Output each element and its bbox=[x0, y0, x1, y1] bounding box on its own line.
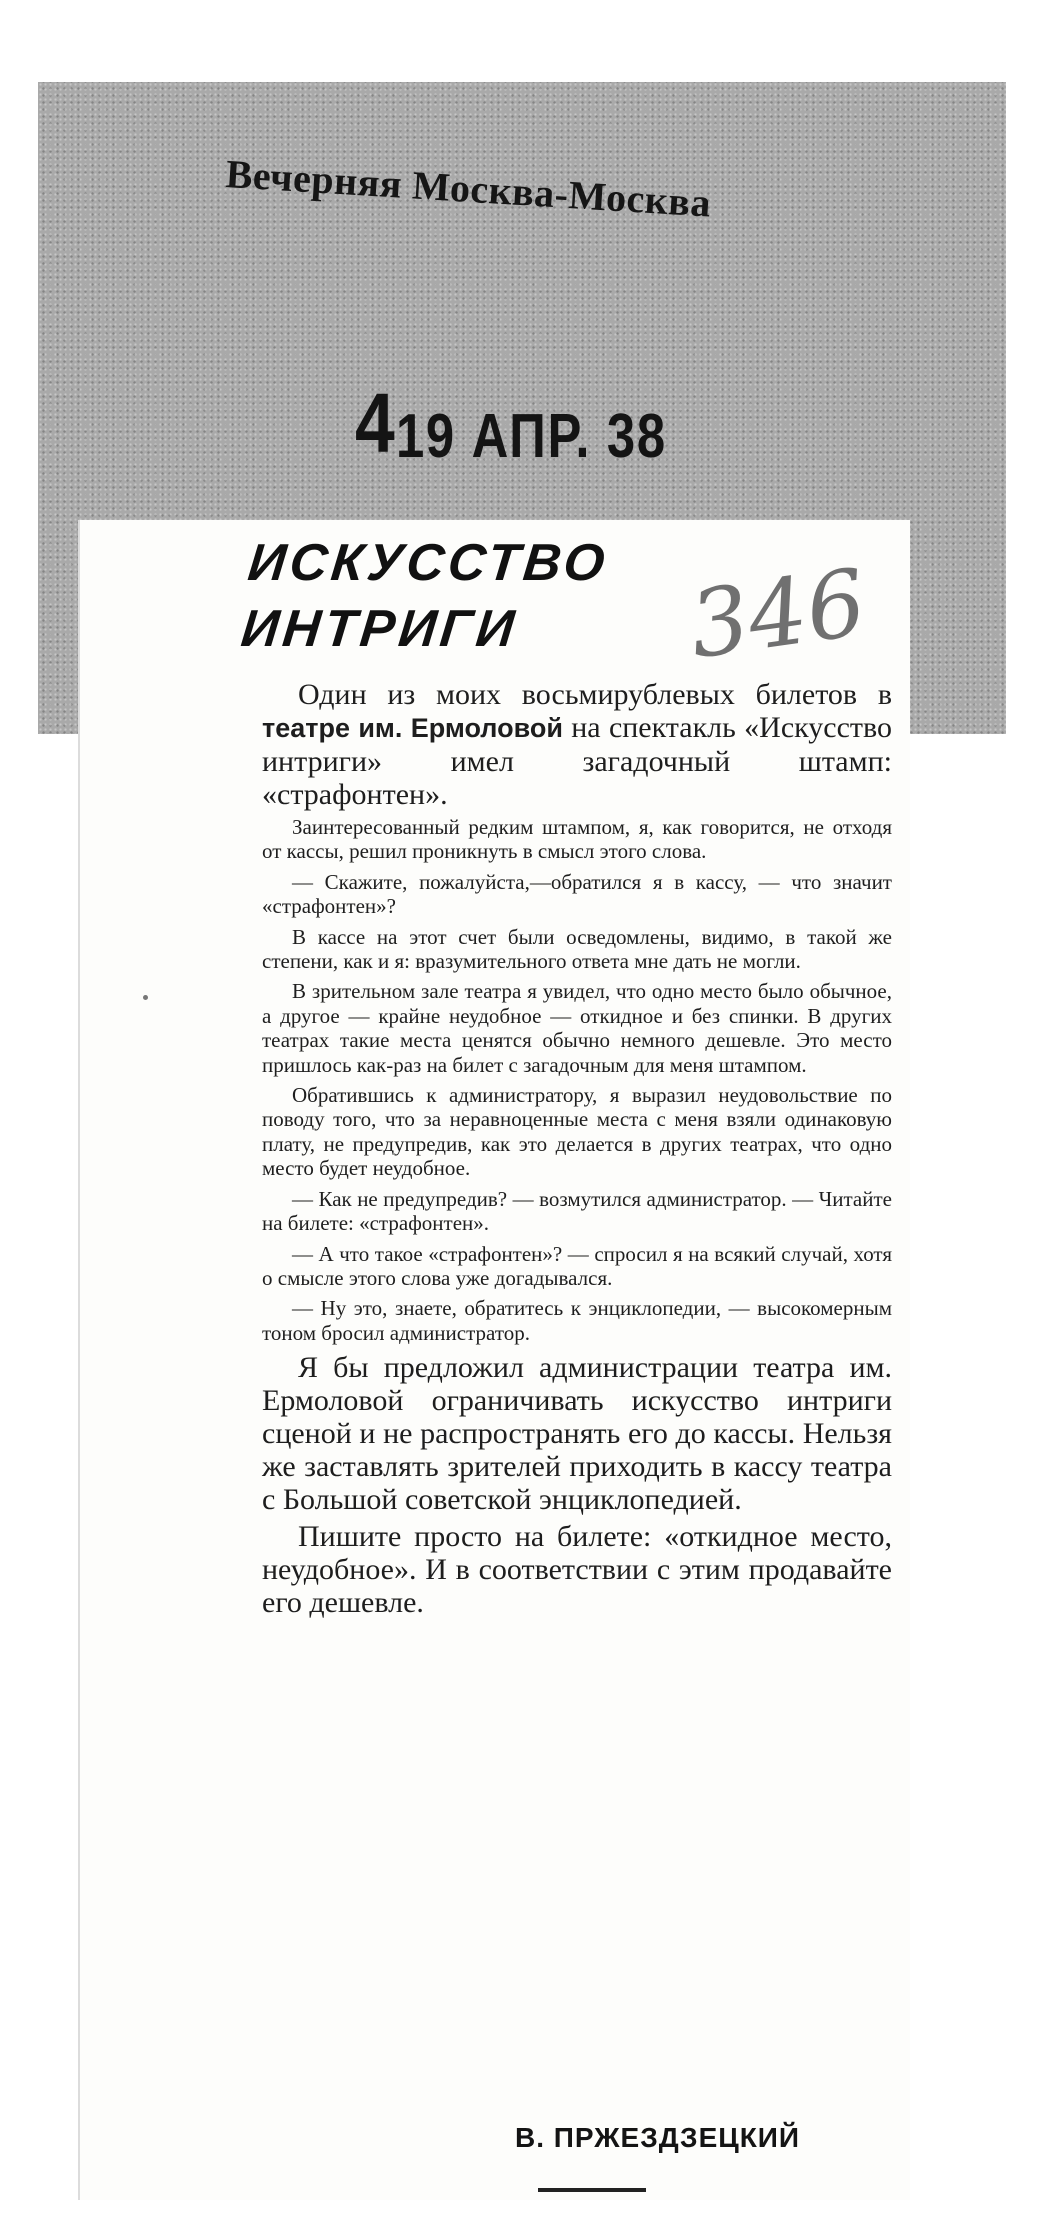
closing-rule bbox=[538, 2188, 646, 2192]
paragraph-1-text-a: Один из моих восьмирублевых билетов в bbox=[298, 678, 892, 711]
paper-speck bbox=[143, 995, 148, 1000]
paragraph-3: — Скажите, пожалуйста,—обратился я в кассу, — что значит «страфонтен»? bbox=[262, 869, 892, 919]
date-stamp bbox=[355, 372, 775, 472]
paragraph-10: Я бы предложил администрации театра им. Ермоловой ограничивать искусство интриги сценой и не распространять его до кассы. Нельзя же заставлять зрителей приходить в кассу театра с Большой советской энциклопедией. bbox=[262, 1351, 892, 1517]
article-headline bbox=[238, 530, 672, 662]
paragraph-11: Пишите просто на билете: «откидное место, неудобное». И в соответствии с этим продавайте его дешевле. bbox=[262, 1520, 892, 1620]
paragraph-4: В кассе на этот счет были осведомлены, видимо, в такой же степени, как и я: вразумительного ответа мне дать не могли. bbox=[262, 924, 892, 974]
headline-line-1: ИСКУССТВО bbox=[245, 534, 612, 592]
date-stamp-issue: 4 bbox=[355, 376, 395, 470]
newspaper-masthead: Вечерняя Москва-Москва bbox=[224, 151, 713, 226]
theatre-name: театре им. Ермоловой bbox=[262, 713, 563, 743]
article-body bbox=[262, 678, 892, 1623]
paragraph-2: Заинтересованный редким штампом, я, как говорится, не отходя от кассы, решил проникнуть в смысл этого слова. bbox=[262, 815, 892, 864]
headline-line-2: ИНТРИГИ bbox=[238, 600, 521, 658]
paragraph-1 bbox=[262, 678, 892, 811]
handwritten-archive-number: 346 bbox=[683, 548, 873, 680]
paragraph-6: Обратившись к администратору, я выразил неудовольствие по поводу того, что за неравноценные места с меня взяли одинаковую плату, не предупредив, как это делается в других театрах, что одно место будет неудобное. bbox=[262, 1083, 892, 1181]
article-author: В. ПРЖЕЗДЗЕЦКИЙ bbox=[515, 2122, 801, 2153]
paragraph-8: — А что такое «страфонтен»? — спросил я на всякий случай, хотя о смысле этого слова уже догадывался. bbox=[262, 1241, 892, 1290]
date-stamp-date: 19 АПР. 38 bbox=[395, 402, 667, 471]
paragraph-9: — Ну это, знаете, обратитесь к энциклопедии, — высокомерным тоном бросил администратор. bbox=[262, 1296, 892, 1345]
paragraph-7: — Как не предупредив? — возмутился администратор. — Читайте на билете: «страфонтен». bbox=[262, 1186, 892, 1236]
paragraph-1-text-b: на спектакль «Искусство интриги» имел загадочный штамп: «страфонтен». bbox=[262, 711, 892, 811]
paragraph-5: В зрительном зале театра я увидел, что одно место было обычное, а другое — крайне неудобное — откидное и без спинки. В других театрах такие места ценятся обычно немного дешевле. Это место пришлось как-раз на билет с загадочным для меня штампом. bbox=[262, 979, 892, 1077]
